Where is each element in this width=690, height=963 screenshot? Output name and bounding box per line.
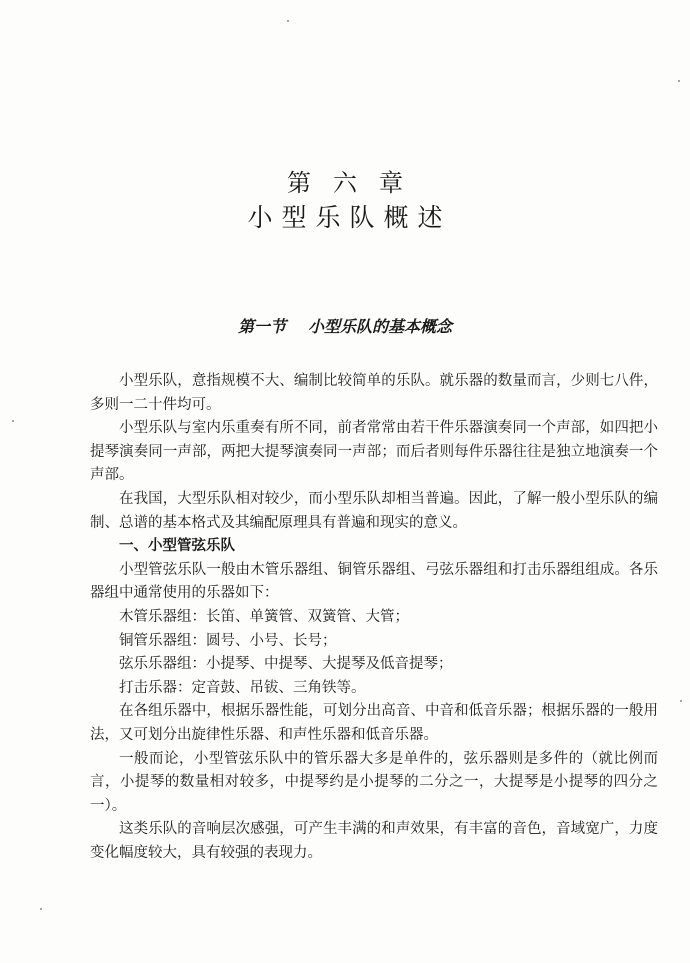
instrument-list-item: 弦乐乐器组：小提琴、中提琴、大提琴及低音提琴；: [119, 656, 453, 673]
paragraph: 一般而论，小型管弦乐队中的管乐器大多是单件的，弦乐器则是多件的（就比例而言，小提琴的数量相对较多，中提琴约是小提琴的二分之一，大提琴是小提琴的四分之一）。: [90, 750, 658, 814]
body-text: [90, 370, 658, 865]
section-number: 第一节: [237, 317, 286, 336]
instrument-list-item: 打击乐器：定音鼓、吊钹、三角铁等。: [119, 679, 366, 696]
scan-speck: [678, 80, 680, 82]
paragraph: 在我国，大型乐队相对较少，而小型乐队却相当普遍。因此，了解一般小型乐队的编制、总谱的基本格式及其编配原理具有普遍和现实的意义。: [90, 490, 658, 531]
subsection-heading: 一、小型管弦乐队: [119, 538, 235, 555]
scan-speck: [12, 420, 14, 422]
scan-speck: [287, 20, 289, 22]
paragraph: 这类乐队的音响层次感强，可产生丰满的和声效果，有丰富的音色，音域宽广，力度变化幅度较大，具有较强的表现力。: [90, 821, 658, 861]
chapter-title: 小型乐队概述: [247, 203, 452, 232]
chapter-number: 第六章: [287, 169, 425, 197]
paragraph: 小型乐队与室内乐重奏有所不同，前者常常由若干件乐器演奏同一个声部，如四把小提琴演奏同一声部，两把大提琴演奏同一声部；而后者则每件乐器往往是独立地演奏一个声部。: [90, 420, 658, 484]
instrument-list-item: 木管乐器组：长笛、单簧管、双簧管、大管；: [119, 608, 409, 625]
section-title: 小型乐队的基本概念: [308, 317, 453, 336]
paragraph: 在各组乐器中，根据乐器性能，可划分出高音、中音和低音乐器；根据乐器的一般用法，又可划分出旋律性乐器、和声性乐器和低音乐器。: [90, 703, 658, 743]
section-heading: [0, 315, 690, 339]
scan-speck: [680, 700, 682, 702]
scan-speck: [40, 908, 42, 910]
instrument-list-item: 铜管乐器组：圆号、小号、长号；: [119, 632, 337, 649]
paragraph: 小型乐队，意指规模不大、编制比较简单的乐队。就乐器的数量而言，少则七八件，多则一二十件均可。: [90, 373, 658, 413]
paragraph: 小型管弦乐队一般由木管乐器组、铜管乐器组、弓弦乐器组和打击乐器组组成。各乐器组中通常使用的乐器如下：: [90, 561, 658, 602]
